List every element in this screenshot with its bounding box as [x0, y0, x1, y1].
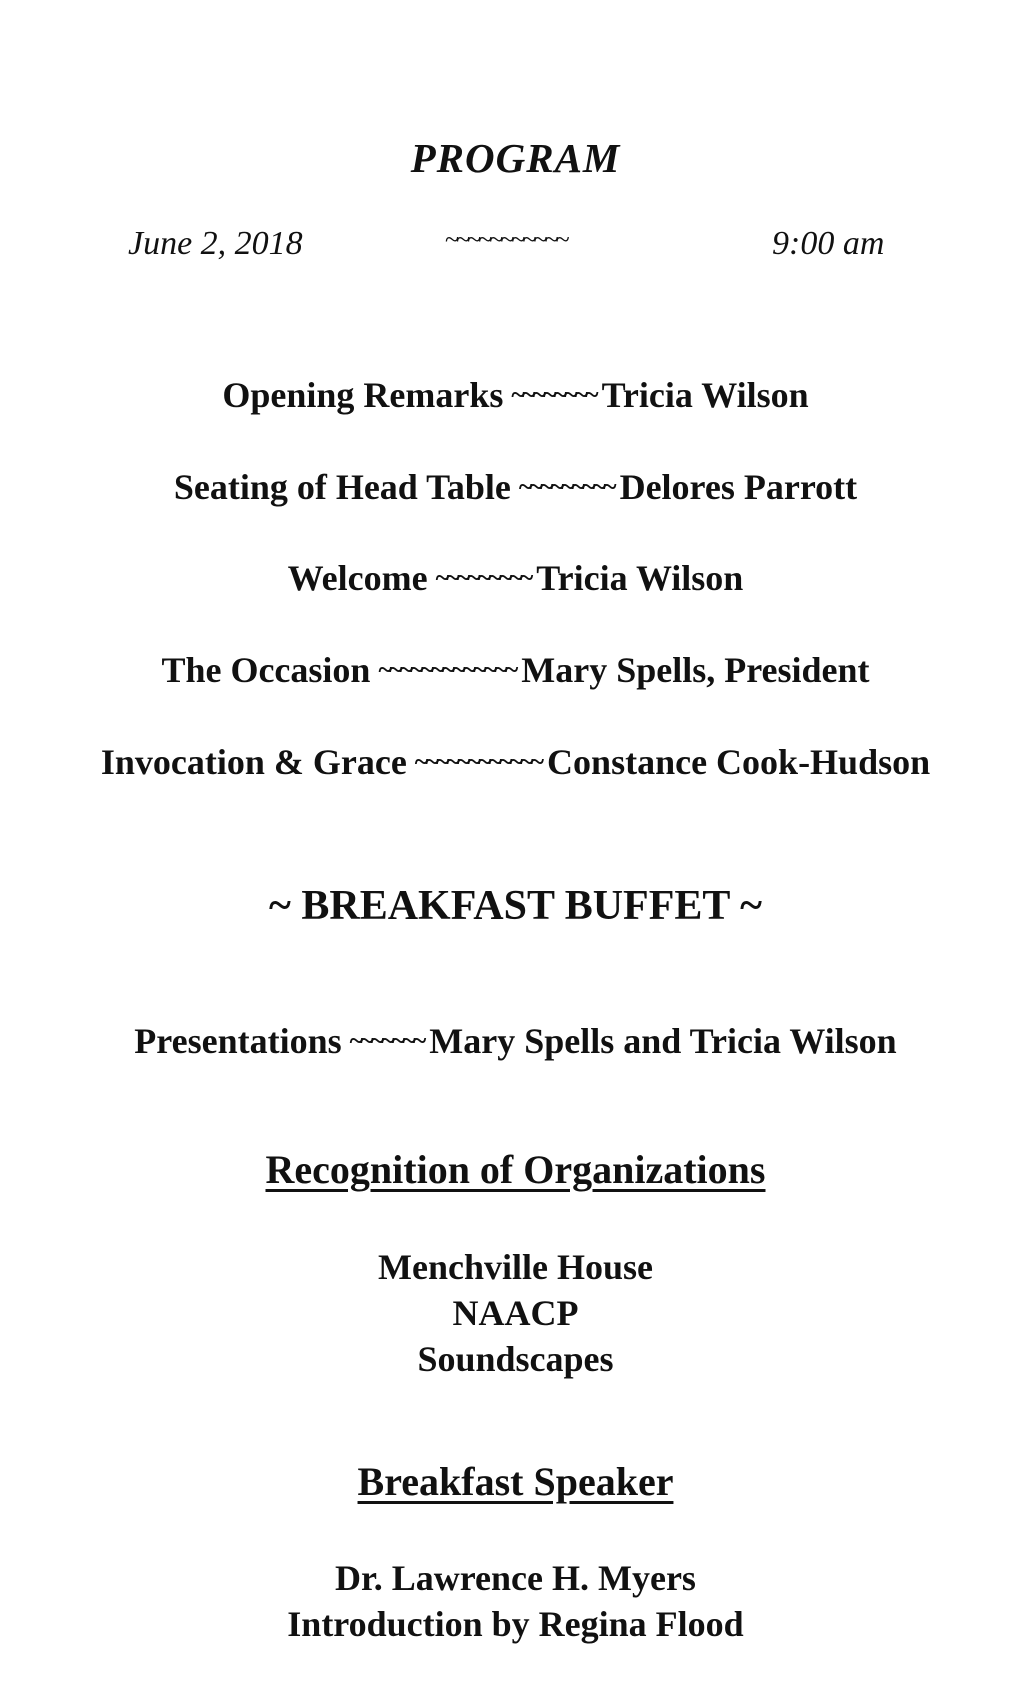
program-item-separator: ~~~~~~~~~~~~~ — [378, 655, 516, 684]
presentations-separator: ~~~~~~~ — [349, 1026, 424, 1055]
speaker-heading: Breakfast Speaker — [357, 1459, 674, 1504]
program-item-separator: ~~~~~~~~~ — [435, 563, 531, 592]
program-item-role: Seating of Head Table — [173, 467, 511, 507]
program-item-role: Invocation & Grace — [100, 742, 407, 782]
program-title: PROGRAM — [410, 135, 621, 181]
organization-item: NAACP — [452, 1293, 579, 1333]
event-time: 9:00 am — [772, 225, 885, 262]
program-item-separator: ~~~~~~~~ — [511, 380, 596, 409]
organization-item: Soundscapes — [417, 1339, 614, 1379]
header-separator: ~~~~~~~~~~~ — [445, 225, 567, 254]
program-item-separator: ~~~~~~~~~ — [518, 472, 614, 501]
program-item-person: Constance Cook-Hudson — [547, 742, 931, 782]
program-item-separator: ~~~~~~~~~~~~ — [414, 747, 542, 776]
program-item — [0, 374, 1031, 416]
presentations-item — [0, 1020, 1031, 1062]
program-item-role: Welcome — [287, 558, 428, 598]
program-item — [0, 466, 1031, 508]
program-item-person: Delores Parrott — [619, 467, 858, 507]
speaker-introduction: Introduction by Regina Flood — [287, 1604, 744, 1644]
speaker-name: Dr. Lawrence H. Myers — [335, 1558, 696, 1598]
program-item — [0, 649, 1031, 691]
recognition-heading: Recognition of Organizations — [265, 1147, 766, 1192]
program-item-person: Tricia Wilson — [536, 558, 744, 598]
program-item-role: Opening Remarks — [222, 375, 504, 415]
event-date: June 2, 2018 — [128, 225, 303, 262]
presentations-role: Presentations — [134, 1021, 342, 1061]
program-item-person: Tricia Wilson — [601, 375, 809, 415]
program-item — [0, 741, 1031, 783]
organization-item: Menchville House — [378, 1247, 653, 1287]
program-item-person: Mary Spells, President — [521, 650, 870, 690]
program-item — [0, 557, 1031, 599]
presentations-person: Mary Spells and Tricia Wilson — [429, 1021, 897, 1061]
program-item-role: The Occasion — [161, 650, 371, 690]
breakfast-buffet-heading: ~ BREAKFAST BUFFET ~ — [269, 883, 762, 929]
